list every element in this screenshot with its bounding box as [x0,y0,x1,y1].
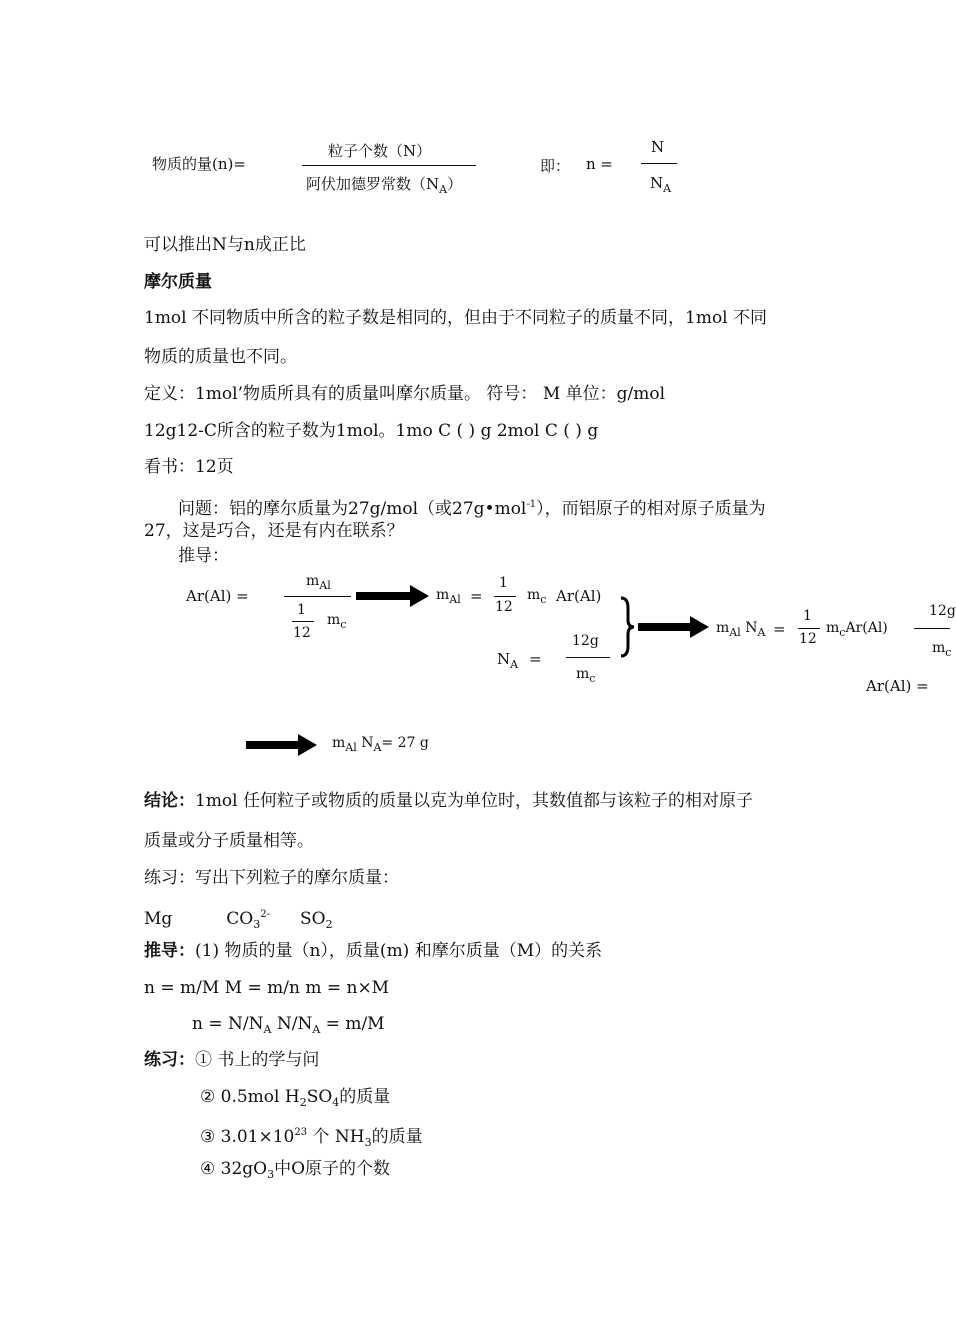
derive2-eq2: $n = N/N_A$ $N/N_A = m/M$ [192,1014,385,1036]
deriv-mc-1: $m_c$ [327,612,347,631]
formula1-rhs-numerator: N [651,138,665,156]
formula1-rhs-denominator: $N_A$ [650,174,672,195]
formula1-denominator: 阿伏加德罗常数$(N_A)$ [306,175,463,196]
deriv-twelve-1: 12 [293,625,311,641]
arrow-icon [638,615,710,639]
heading-molar-mass: 摩尔质量 [144,272,212,292]
deriv-m-al-2: $m_{Al}$ [436,587,461,606]
deriv-one-3: 1 [803,608,812,624]
deriv-bar-5 [914,628,950,629]
deriv-mc-ar: $m_cAr(Al)$ [826,620,888,639]
formula1-n-eq: n = [586,155,613,173]
question-line-2: 27，这是巧合，还是有内在联系？ [144,521,404,541]
arrow-icon [356,584,430,608]
deriv-bar-1b [292,621,314,622]
paragraph-line-2: 物质的质量也不同。 [144,347,297,367]
deriv-eq-1: = [470,587,483,605]
curly-brace-icon [618,596,636,658]
exercise1-title: 练习：写出下列粒子的摩尔质量： [144,868,399,888]
deriv-twelve-g-1: 12g [572,633,599,649]
derive2-line: 推导：(1) 物质的量（n），质量(m) 和摩尔质量（M）的关系 [144,941,603,961]
deriv-bar-4 [798,628,820,629]
proportional-note: 可以推出N与n成正比 [144,235,306,255]
formula1-numerator: 粒子个数（N） [328,142,432,160]
deriv-ar-al: Ar(Al) = [186,587,249,605]
exercise2-item4: ④ $32gO_3$中O原子的个数 [200,1159,391,1181]
formula1-lhs: 物质的量(n)= [152,155,246,173]
exercise1-items: Mg $CO_3^{2-}$ $SO_2$ [144,909,333,931]
deriv-one-1: 1 [297,602,306,618]
deriv-one-2: 1 [499,575,508,591]
exercise2-item2: ② 0.5mol $H_2SO_4$的质量 [200,1087,391,1109]
deriv-twelve-2: 12 [495,599,513,615]
deriv-bar-3 [566,657,610,658]
deriv-twelve-g-2: 12g [929,603,956,619]
deriv-ar-al-eq: Ar(Al) = [866,677,929,695]
deriv-mc-3: $m_c$ [576,666,596,685]
deriv-bar-1 [284,596,351,597]
deriv-final: $m_{Al}$ $N_A= 27$ g [332,735,429,754]
deriv-ar-al-2: Ar(Al) [556,587,602,605]
conclusion-line-2: 质量或分子质量相等。 [144,831,314,851]
deriv-twelve-3: 12 [799,631,817,647]
deriv-na-1: $N_A$ [497,650,519,671]
formula1-ji: 即： [540,157,571,175]
arrow-icon [246,733,318,757]
deriv-m-al-1: $m_{Al}$ [306,573,331,592]
carbon12-line: 12g12-C所含的粒子数为1mol。1mo C ( ) g 2mol C ( ) g [144,421,599,441]
deriv-eq-3: = [773,620,786,638]
deriv-mc-4: $m_c$ [932,640,952,659]
read-book-line: 看书：12页 [144,457,234,477]
derive-label: 推导： [178,546,229,566]
deriv-mc-2: $m_c$ [527,587,547,606]
formula1-fraction-bar [302,165,476,166]
definition-line: 定义：1mol’物质所具有的质量叫摩尔质量。 符号： M 单位：g/mol [144,384,666,404]
exercise2-item3: ③ $3.01\times 10^{23}$ 个 $NH_3$的质量 [200,1127,423,1149]
deriv-m-al-na: $m_{Al}$ $N_A$ [716,620,766,639]
deriv-eq-2: = [529,650,542,668]
exercise2-item1: 练习：① 书上的学与问 [144,1050,320,1070]
deriv-bar-2 [494,596,516,597]
formula1-rhs-bar [641,163,677,164]
conclusion-line-1: 结论：1mol 任何粒子或物质的质量以克为单位时，其数值都与该粒子的相对原子 [144,791,754,811]
paragraph-line-1: 1mol 不同物质中所含的粒子数是相同的，但由于不同粒子的质量不同，1mol 不同 [144,308,768,328]
question-line-1: 问题：铝的摩尔质量为27g/mol（或27g•mol$^{-1}$），而铝原子的相对原子质量为 [178,499,766,519]
derive2-eq1: n = m/M M = m/n m = n×M [144,978,390,998]
